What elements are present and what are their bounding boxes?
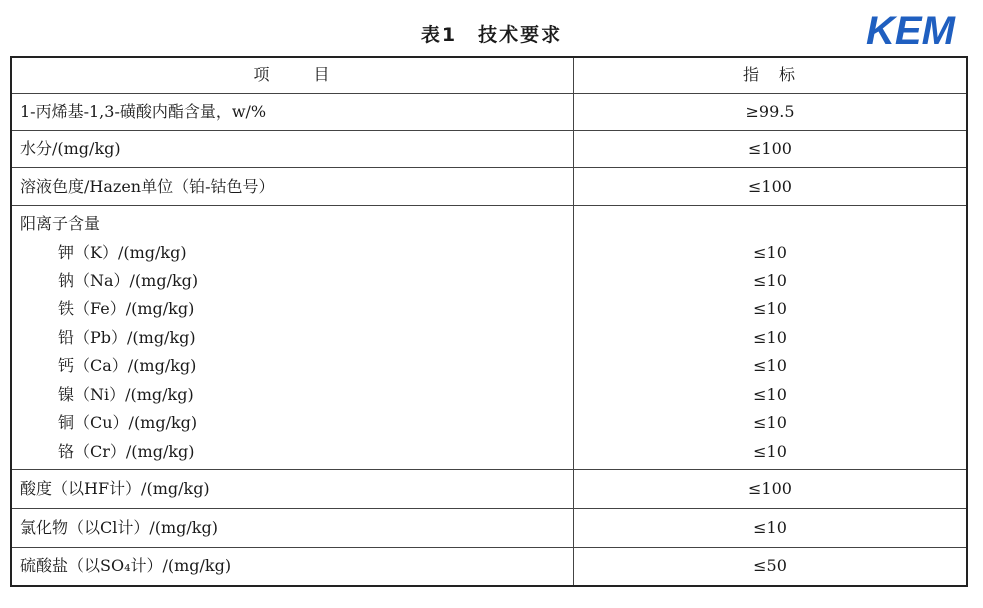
spec-cell: ≤10 [753, 518, 787, 537]
table-row [12, 94, 966, 131]
spec-cell: ≤100 [748, 479, 792, 498]
cation-item: 镍（Ni）/(mg/kg) [58, 385, 194, 404]
spec-table [10, 56, 968, 587]
spec-cell: ≤100 [748, 177, 792, 196]
cation-item: 钙（Ca）/(mg/kg) [58, 356, 197, 375]
logo-text: KEM [866, 9, 955, 52]
cation-spec: ≤10 [753, 299, 787, 318]
kem-logo [862, 4, 974, 52]
header-item-cell: 项 目 [253, 65, 332, 84]
table-row [12, 470, 966, 509]
spec-cell: ≥99.5 [745, 102, 795, 121]
cation-spec: ≤10 [753, 271, 787, 290]
cation-item: 钾（K）/(mg/kg) [58, 243, 187, 262]
item-cell: 氯化物（以Cl计）/(mg/kg) [20, 518, 218, 537]
cation-item: 钠（Na）/(mg/kg) [58, 271, 199, 290]
cation-item: 铅（Pb）/(mg/kg) [58, 328, 196, 347]
item-cell: 酸度（以HF计）/(mg/kg) [20, 479, 210, 498]
table-row [12, 131, 966, 168]
item-cell: 溶液色度/Hazen单位（铂-钴色号） [20, 177, 275, 196]
cation-spec: ≤10 [753, 413, 787, 432]
cation-group-row [12, 206, 966, 470]
cation-heading: 阳离子含量 [20, 214, 101, 233]
spec-cell: ≤50 [753, 556, 787, 575]
table-title: 表1 技术要求 [420, 24, 563, 46]
cation-item: 铁（Fe）/(mg/kg) [58, 299, 195, 318]
cation-spec: ≤10 [753, 328, 787, 347]
table-header-row [12, 58, 966, 94]
item-cell: 硫酸盐（以SO₄计）/(mg/kg) [20, 556, 232, 575]
cation-spec: ≤10 [753, 356, 787, 375]
table-row [12, 168, 966, 206]
table-row [12, 548, 966, 585]
cation-item: 铬（Cr）/(mg/kg) [58, 442, 195, 461]
item-cell: 水分/(mg/kg) [20, 139, 121, 158]
item-cell: 1-丙烯基-1,3-磺酸内酯含量，w/% [20, 102, 267, 121]
cation-spec: ≤10 [753, 385, 787, 404]
cation-spec: ≤10 [753, 442, 787, 461]
table-row [12, 509, 966, 548]
cation-item: 铜（Cu）/(mg/kg) [58, 413, 198, 432]
header-spec-cell: 指 标 [742, 65, 798, 84]
cation-spec: ≤10 [753, 243, 787, 262]
spec-cell: ≤100 [748, 139, 792, 158]
